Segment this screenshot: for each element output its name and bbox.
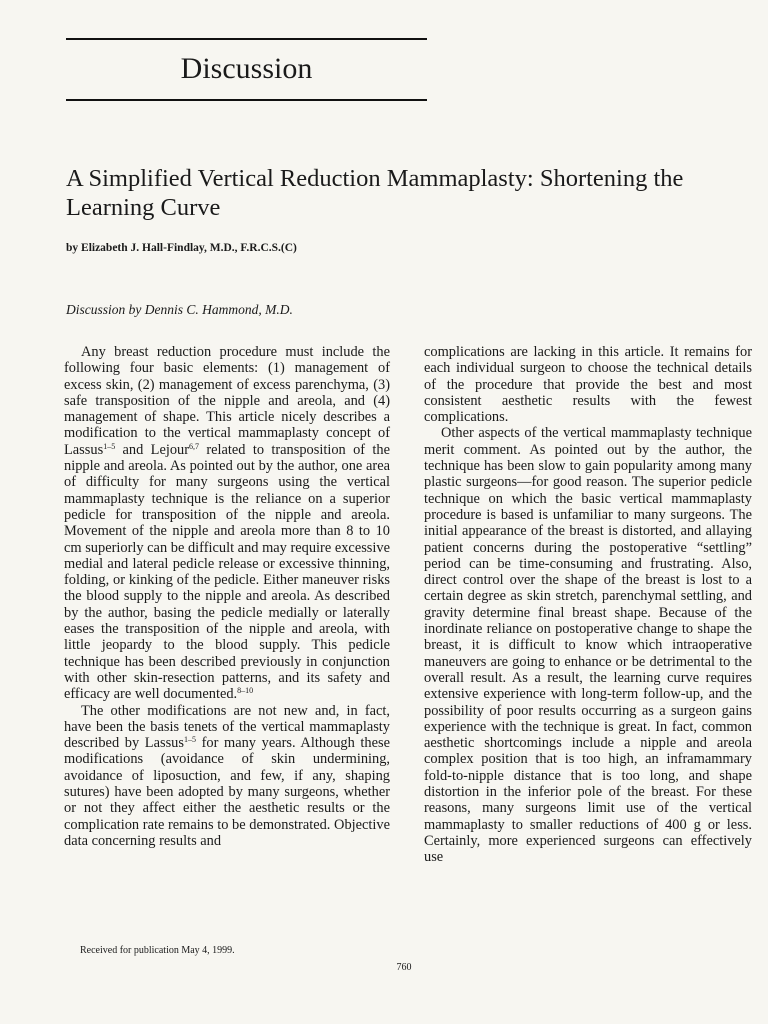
page-number: 760: [396, 962, 412, 973]
bottom-rule: [66, 99, 427, 101]
article-title: A Simplified Vertical Reduction Mammaplasty: Shortening the Learning Curve: [66, 165, 684, 221]
reference-superscript: 1–5: [103, 441, 116, 451]
reference-superscript: 6,7: [189, 441, 200, 451]
text-run: The other modifications are not new and, in fact, have been the basis tenets of the vertical mammaplasty described by Lassus: [64, 702, 390, 752]
top-rule: [66, 38, 427, 40]
right-paragraph-2: Other aspects of the vertical mammaplasty technique merit comment. As pointed out by the author, the technique has been slow to gain popularity among many plastic surgeons—for good reason. The superior pedicle technique on which the basic vertical mammaplasty procedure is based is unfamiliar to many surgeons. The initial appearance of the breast is distorted, and allaying patient concerns during the postoperative “settling” period can be time-consuming and frustrating. Also, direct control over the shape of the breast is lost to a certain degree as skin stretch, parenchymal settling, and gravity determine final breast shape. Because of the inordinate reliance on postoperative change to shape the breast, it is difficult to know which intraoperative maneuvers are going to enhance or be detrimental to the overall result. As a result, the learning curve requires extensive experience with long-term follow-up, and the possibility of poor results occurring as a surgeon gains experience with the technique is great. In fact, common aesthetic shortcomings include a nipple and areola complex position that is too high, an inframammary fold-to-nipple distance that is too long, and shape distortion in the inferior pole of the breast. For these reasons, many surgeons limit use of the vertical mammaplasty to smaller reductions of 400 g or less. Certainly, more experienced surgeons can effectively use: [424, 425, 752, 866]
section-heading: Discussion: [180, 52, 313, 85]
right-paragraph-1: complications are lacking in this article. It remains for each individual surgeon to choose the technical details of the procedure that provide the best and most consistent aesthetic results with the fewest complications.: [424, 344, 752, 426]
right-column: [424, 344, 752, 866]
discussion-author: Discussion by Dennis C. Hammond, M.D.: [66, 302, 293, 317]
text-run: for many years. Although these modifications (avoidance of skin undermining, avoidance of liposuction, and few, if any, shaping sutures) have been adopted by many surgeons, whether or not they affect either the aesthetic results or the complication rate remains to be demonstrated. Objective data concerning results and: [64, 735, 391, 849]
reference-superscript: 1–5: [183, 735, 196, 745]
left-column: [64, 344, 390, 849]
left-paragraph-2: [64, 703, 390, 850]
byline: by Elizabeth J. Hall-Findlay, M.D., F.R.C.S.(C): [66, 242, 297, 254]
text-run: and Lejour: [115, 441, 190, 458]
received-footnote: Received for publication May 4, 1999.: [80, 945, 235, 956]
text-run: related to transposition of the nipple and areola. As pointed out by the author, one area of difficulty for many surgeons using the vertical mammaplasty technique is the reliance on a superior pedicle for transposition of the nipple and areola. Movement of the nipple and areola more than 8 to 10 cm superiorly can be difficult and may require excessive medial and lateral pedicle release or excessive thinning, folding, or kinking of the pedicle. Either maneuver risks the blood supply to the nipple and areola. As described by the author, basing the pedicle medially or laterally eases the transposition of the nipple and areola, with little jeopardy to the blood supply. This pedicle technique has been described previously in conjunction with other skin-resection patterns, and its safety and efficacy are well documented.: [64, 441, 390, 703]
left-paragraph-1: [64, 344, 390, 703]
reference-superscript: 8–10: [237, 686, 254, 696]
text-run: Any breast reduction procedure must include the following four basic elements: (1) management of excess skin, (2) management of excess parenchyma, (3) safe transposition of the nipple and areola, and (4) management of shape. This article nicely describes a modification to the vertical mammaplasty concept of Lassus: [64, 344, 390, 458]
